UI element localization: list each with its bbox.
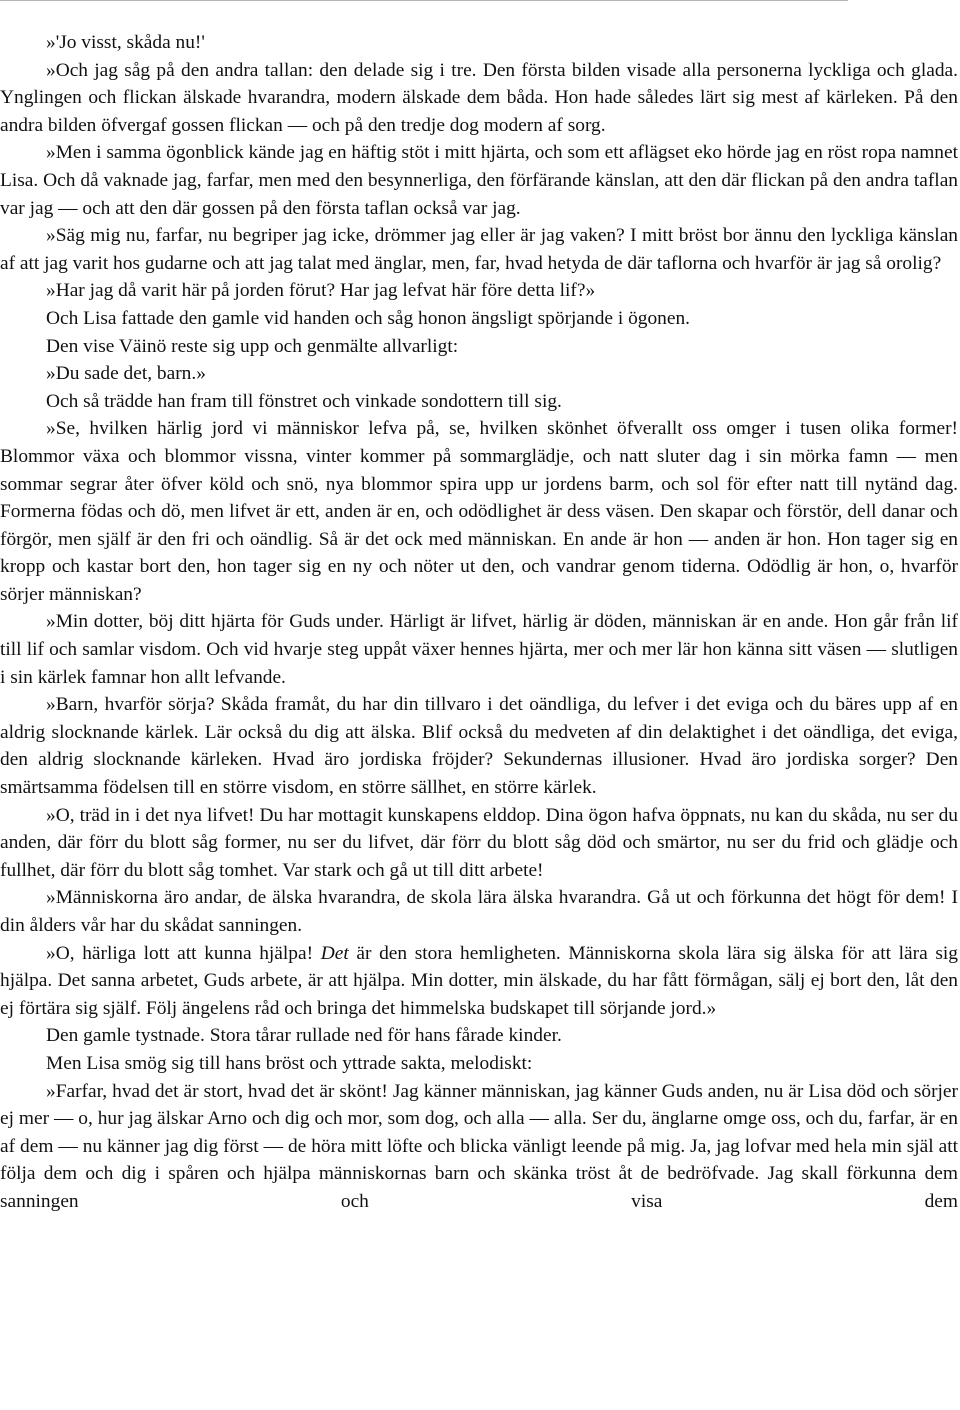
paragraph-16: Den gamle tystnade. Stora tårar rullade ned för hans fårade kinder. bbox=[46, 1025, 562, 1047]
paragraph-2: »Och jag såg på den andra tallan: den delade sig i tre. Den första bilden visade alla personerna lyckliga och glada. Ynglingen och flickan älskade hvarandra, modern älskade dem båda. Hon hade således lärt sig mest af kärleken. På den andra bilden öfvergaf gossen flickan — och på den tredje dog modern af sorg. bbox=[0, 59, 958, 136]
paragraph-15-part-2: är den stora hemligheten. Människorna skola lära sig älska för att lära sig hjälpa. Det sanna arbetet, Guds arbete, är att hjälpa. Min dotter, min älskade, du har fått förmågan, sälj ej bort den, låt den ej förtära sig själf. Följ ängelens råd och bringa det himmelska budskapet till sörjande jord.» bbox=[0, 942, 958, 1019]
top-rule bbox=[0, 0, 848, 1]
paragraph-18: »Farfar, hvad det är stort, hvad det är skönt! Jag känner människan, jag känner Guds anden, nu är Lisa död och sörjer ej mer — o, hur jag älskar Arno och dig och mor, som dog, och alla — alla. Ser du, änglarne omge oss, och du, farfar, är en af dem — nu känner jag dig först — de höra mitt löfte och blicka vänligt leende på mig. Ja, jag lofvar med hela min själ att följa dem och dig i spåren och hjälpa människornas barn och skänka tröst åt de bedröfvade. Jag skall förkunna dem sanningen och visa dem bbox=[0, 1080, 958, 1212]
document-page bbox=[0, 29, 958, 1216]
paragraph-17: Men Lisa smög sig till hans bröst och yttrade sakta, melodiskt: bbox=[46, 1052, 533, 1074]
paragraph-6: Och Lisa fattade den gamle vid handen och såg honon ängsligt spörjande i ögonen. bbox=[46, 307, 691, 329]
paragraph-15-italic-word: Det bbox=[320, 942, 349, 964]
paragraph-1: »'Jo visst, skåda nu!' bbox=[46, 32, 205, 53]
paragraph-10: »Se, hvilken härlig jord vi människor lefva på, se, hvilken skönhet öfverallt oss omger i tusen olika former! Blommor växa och blommor vissna, vinter kommer på sommarglädje, och natt sluter dag i sin mörka famn — men sommar segrar åter öfver köld och snö, nya blommor spira upp ur jordens barm, och sol för efter natt till nytänd dag. Formerna födas och dö, men lifvet är ett, anden är en, och odödlighet är dess väsen. Den skapar och förstör, dell danar och förgör, men själf är den fri och oändlig. Så är det ock med människan. En ande är hon — anden är hon. Hon tager sig en kropp och kastar bort den, hon tager sig en ny och nöter ut den, och vandrar genom tiderna. Odödlig är hon, o, hvarför sörjer människan? bbox=[0, 418, 958, 605]
paragraph-5: »Har jag då varit här på jorden förut? Har jag lefvat här före detta lif?» bbox=[46, 280, 596, 302]
paragraph-15-part-1: »O, härliga lott att kunna hjälpa! bbox=[46, 942, 321, 964]
paragraph-8: »Du sade det, barn.» bbox=[46, 363, 206, 385]
paragraph-7: Den vise Väinö reste sig upp och genmälte allvarligt: bbox=[46, 335, 459, 357]
paragraph-12: »Barn, hvarför sörja? Skåda framåt, du har din tillvaro i det oändliga, du lefver i det eviga och du bäres upp af en aldrig slocknande kärlek. Lär också du dig att älska. Blif också du medveten af din delaktighet i det oändliga, det eviga, den aldrig slocknande kärleken. Hvad äro jordiska fröjder? Sekundernas illusioner. Hvad äro jordiska sorger? Den smärtsamma födelsen till en större visdom, en större sällhet, en större kärlek. bbox=[0, 694, 958, 799]
paragraph-9: Och så trädde han fram till fönstret och vinkade sondottern till sig. bbox=[46, 390, 562, 412]
paragraph-11: »Min dotter, böj ditt hjärta för Guds under. Härligt är lifvet, härlig är döden, människan är en ande. Hon går från lif till lif och samlar visdom. Och vid hvarje steg uppåt växer hennes hjärta, mer och mer lär hon känna sitt väsen — slutligen i sin kärlek famnar hon allt lefvande. bbox=[0, 611, 958, 688]
paragraph-3: »Men i samma ögonblick kände jag en häftig stöt i mitt hjärta, och som ett aflägset eko hörde jag en röst ropa namnet Lisa. Och då vaknade jag, farfar, men med den besynnerliga, den förfärande känslan, att den där flickan på den andra taflan var jag — och att den där gossen på den första taflan också var jag. bbox=[0, 142, 958, 219]
paragraph-13: »O, träd in i det nya lifvet! Du har mottagit kunskapens elddop. Dina ögon hafva öppnats, nu kan du skåda, nu ser du anden, där förr du blott såg former, nu ser du lifvet, där förr du blott såg död och smärtor, nu ser du frid och glädje och fullhet, där förr du blott såg tomhet. Var stark och gå ut till ditt arbete! bbox=[0, 804, 958, 881]
paragraph-4: »Säg mig nu, farfar, nu begriper jag icke, drömmer jag eller är jag vaken? I mitt bröst bor ännu den lyckliga känslan af att jag varit hos gudarne och att jag talat med änglar, men, far, hvad hetyda de där taflorna och hvarför är jag så orolig? bbox=[0, 225, 958, 274]
paragraph-14: »Människorna äro andar, de älska hvarandra, de skola lära älska hvarandra. Gå ut och förkunna det högt för dem! I din ålders vår har du skådat sanningen. bbox=[0, 887, 958, 936]
paragraph-15 bbox=[0, 940, 958, 1023]
